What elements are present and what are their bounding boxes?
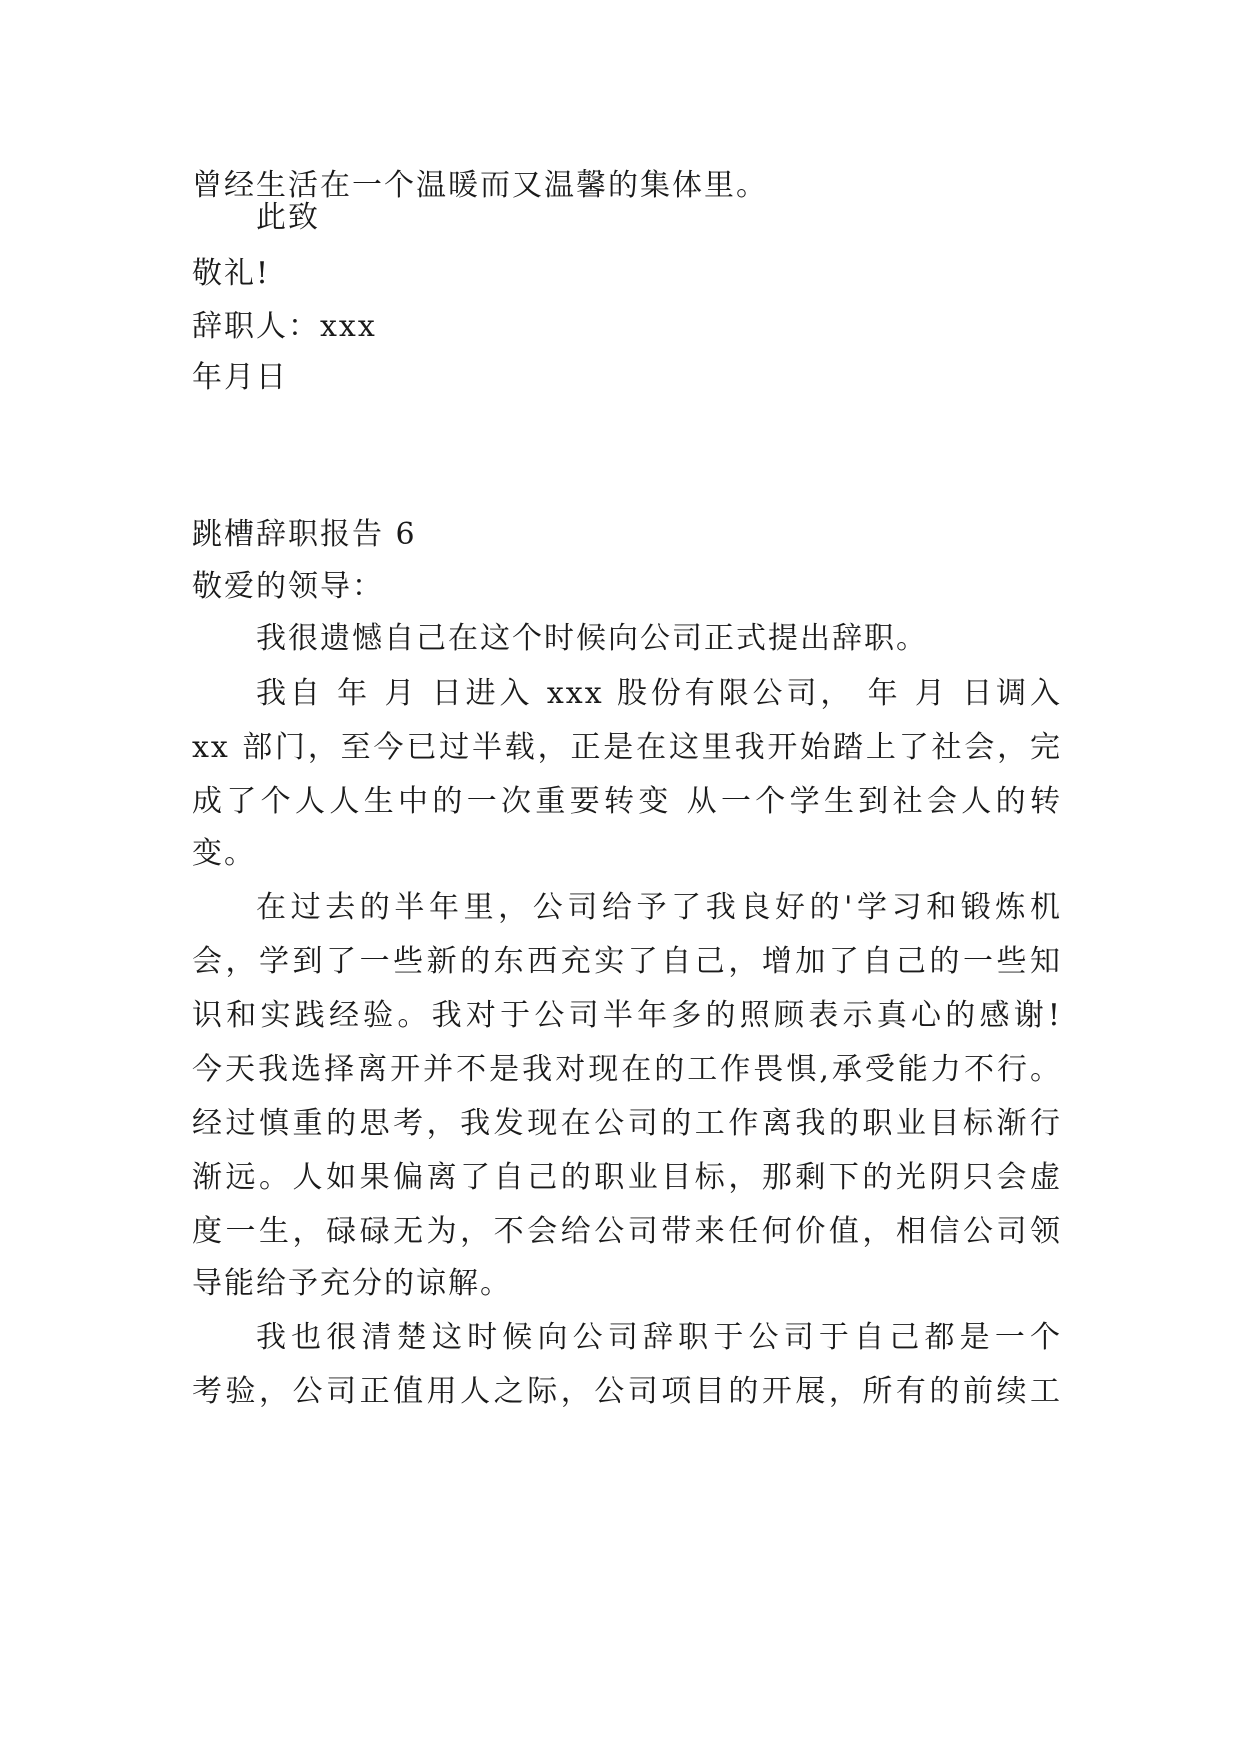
text-line: 曾经生活在一个温暖而又温馨的集体里。 [192,168,768,203]
paragraph-line: 渐远。人如果偏离了自己的职业目标，那剩下的光阴只会虚 [192,1160,1062,1195]
paragraph-line: 今天我选择离开并不是我对现在的工作畏惧,承受能力不行。 [192,1052,1062,1087]
paragraph-line: 在过去的半年里，公司给予了我良好的'学习和锻炼机 [256,890,1062,925]
paragraph-line: 我也很清楚这时候向公司辞职于公司于自己都是一个 [256,1320,1062,1355]
greeting: 敬爱的领导： [192,569,384,604]
report-title: 跳槽辞职报告 6 [192,517,417,552]
paragraph-line: 考验，公司正值用人之际，公司项目的开展，所有的前续工 [192,1374,1062,1409]
paragraph-line: 导能给予充分的谅解。 [192,1266,512,1301]
paragraph-line: 我自 年 月 日进入 xxx 股份有限公司， 年 月 日调入 [256,676,1062,711]
paragraph-line: 经过慎重的思考，我发现在公司的工作离我的职业目标渐行 [192,1106,1062,1141]
closing-regards: 敬礼! [192,256,271,291]
paragraph-line: 识和实践经验。我对于公司半年多的照顾表示真心的感谢! [192,998,1062,1033]
paragraph-line: 变。 [192,836,256,871]
closing-salutation: 此致 [256,200,320,235]
paragraph-line: 我很遗憾自己在这个时候向公司正式提出辞职。 [256,621,928,656]
signature-line: 辞职人：xxx [192,309,377,344]
paragraph-line: 成了个人人生中的一次重要转变 从一个学生到社会人的转 [192,784,1062,819]
date-line: 年月日 [192,360,288,395]
paragraph-line: 度一生，碌碌无为，不会给公司带来任何价值，相信公司领 [192,1214,1062,1249]
paragraph-line: 会，学到了一些新的东西充实了自己，增加了自己的一些知 [192,944,1062,979]
paragraph-line: xx 部门，至今已过半载，正是在这里我开始踏上了社会，完 [192,730,1062,765]
